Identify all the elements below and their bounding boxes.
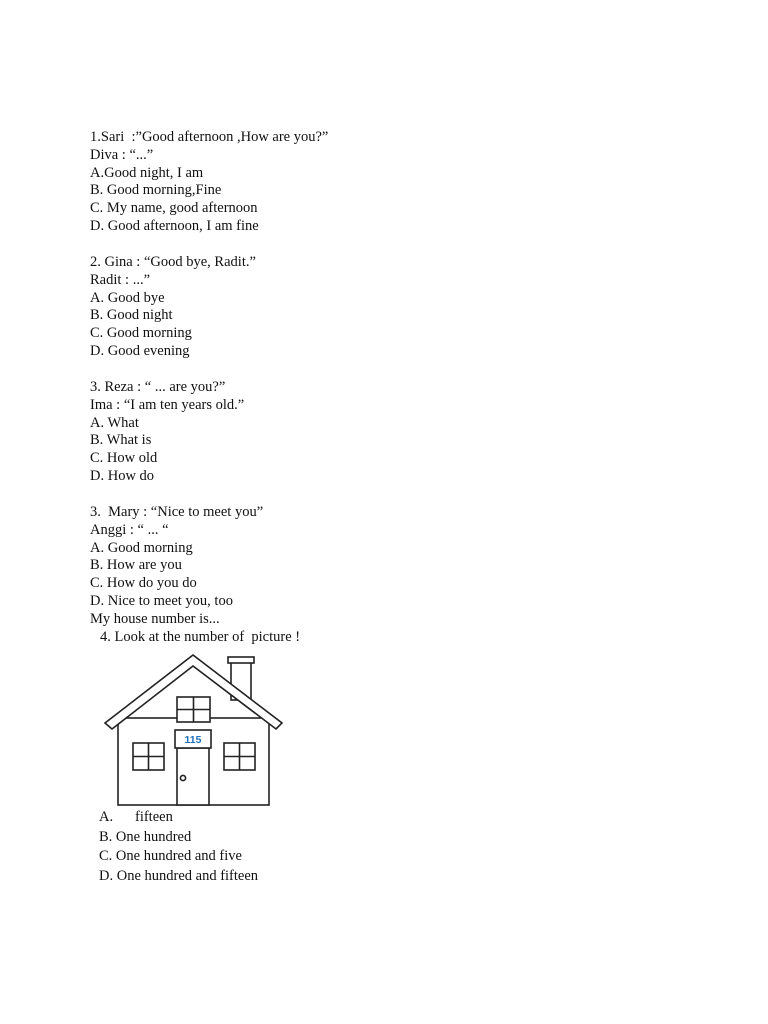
question-3-option-a: A. What — [90, 414, 139, 431]
question-3-prompt: 3. Reza : “ ... are you?” — [90, 379, 226, 395]
question-3-option-b: B. What is — [90, 432, 152, 449]
question-3 — [90, 379, 244, 486]
question-3-option-c: C. How old — [90, 450, 158, 467]
question-4-option-a — [99, 808, 258, 828]
question-2-option-d: D. Good evening — [90, 342, 190, 359]
question-3b-option-d: D. Nice to meet you, too — [90, 592, 233, 609]
question-4-option-b: B. One hundred — [99, 828, 192, 845]
question-1-option-a: A.Good night, I am — [90, 164, 204, 181]
question-1-option-b: B. Good morning,Fine — [90, 182, 222, 199]
question-1-prompt: 1.Sari :”Good afternoon ,How are you?” — [90, 129, 329, 145]
question-4-options — [99, 808, 258, 886]
question-3-option-d: D. How do — [90, 467, 155, 484]
question-3b-prompt: 3. Mary : “Nice to meet you” — [90, 504, 264, 520]
question-2 — [90, 254, 256, 361]
question-4-option-d: D. One hundred and fifteen — [99, 867, 259, 884]
question-3-reply: Ima : “I am ten years old.” — [90, 396, 245, 413]
question-3b-option-b: B. How are you — [90, 557, 182, 574]
question-2-option-b: B. Good night — [90, 307, 173, 324]
question-4-header — [90, 611, 300, 647]
question-1-reply: Diva : “...” — [90, 146, 154, 163]
question-1-option-d: D. Good afternoon, I am fine — [90, 217, 259, 234]
question-2-reply: Radit : ...” — [90, 271, 151, 288]
question-4-instruction: 4. Look at the number of picture ! — [100, 628, 301, 645]
house-icon — [104, 654, 284, 808]
question-3b-option-c: C. How do you do — [90, 575, 197, 592]
question-2-prompt: 2. Gina : “Good bye, Radit.” — [90, 254, 256, 270]
question-4-option-a-text: fifteen — [135, 809, 173, 825]
question-1 — [90, 129, 328, 236]
question-3b-reply: Anggi : “ ... “ — [90, 521, 169, 538]
house-number-label: 115 — [184, 734, 202, 746]
question-3b-option-a: A. Good morning — [90, 539, 193, 556]
question-4-option-c: C. One hundred and five — [99, 848, 242, 865]
question-1-option-c: C. My name, good afternoon — [90, 200, 258, 217]
question-3b — [90, 504, 263, 611]
question-4-option-a-letter: A. — [99, 809, 114, 825]
question-2-option-a: A. Good bye — [90, 289, 165, 306]
question-2-option-c: C. Good morning — [90, 325, 192, 342]
question-4-stem: My house number is... — [90, 611, 220, 627]
